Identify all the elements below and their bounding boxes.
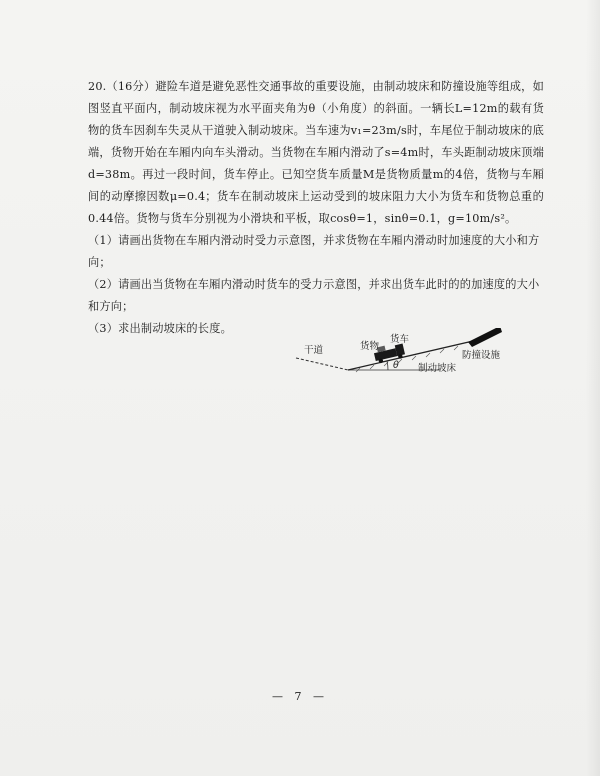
question-1: （1）请画出货物在车厢内滑动时受力示意图，并求货物在车厢内滑动时加速度的大小和方向； xyxy=(88,234,540,269)
crash-barrier-shape xyxy=(468,328,502,347)
question-2: （2）请画出当货物在车厢内滑动时货车的受力示意图，并求出货车此时的的加速度的大小和方向； xyxy=(88,278,540,313)
problem-20 xyxy=(88,76,544,340)
ramp-diagram xyxy=(290,328,510,388)
label-main-road: 干道 xyxy=(304,345,324,356)
label-crash-barrier: 防撞设施 xyxy=(462,350,501,361)
page-number: — 7 — xyxy=(272,690,328,703)
main-road-line xyxy=(296,358,348,370)
question-3: （3）求出制动坡床的长度。 xyxy=(88,322,232,335)
label-braking-ramp: 制动坡床 xyxy=(418,363,457,374)
label-truck: 货车 xyxy=(390,334,410,345)
label-angle-theta: θ xyxy=(393,360,399,371)
scan-shadow xyxy=(586,0,600,776)
problem-statement: 20.（16分）避险车道是避免恶性交通事故的重要设施，由制动坡床和防撞设施等组成，如图竖直平面内，制动坡床视为水平面夹角为θ（小角度）的斜面。一辆长L=12m的载有货物的货车因刹车失灵从干道驶入制动坡床。当车速为v₁=23m/s时，车尾位于制动坡床的底端，货物开始在车厢内向车头滑动。当货物在车厢内滑动了s=4m时，车头距制动坡床顶端d=38m。再过一段时间，货车停止。已知空货车质量M是货物质量m的4倍，货物与车厢间的动摩擦因数μ=0.4；货车在制动坡床上运动受到的坡床阻力大小为货车和货物总重的0.44倍。货物与货车分别视为小滑块和平板，取cosθ=1，sinθ=0.1，g=10m/s²。 xyxy=(88,80,544,225)
label-cargo: 货物 xyxy=(360,341,380,352)
